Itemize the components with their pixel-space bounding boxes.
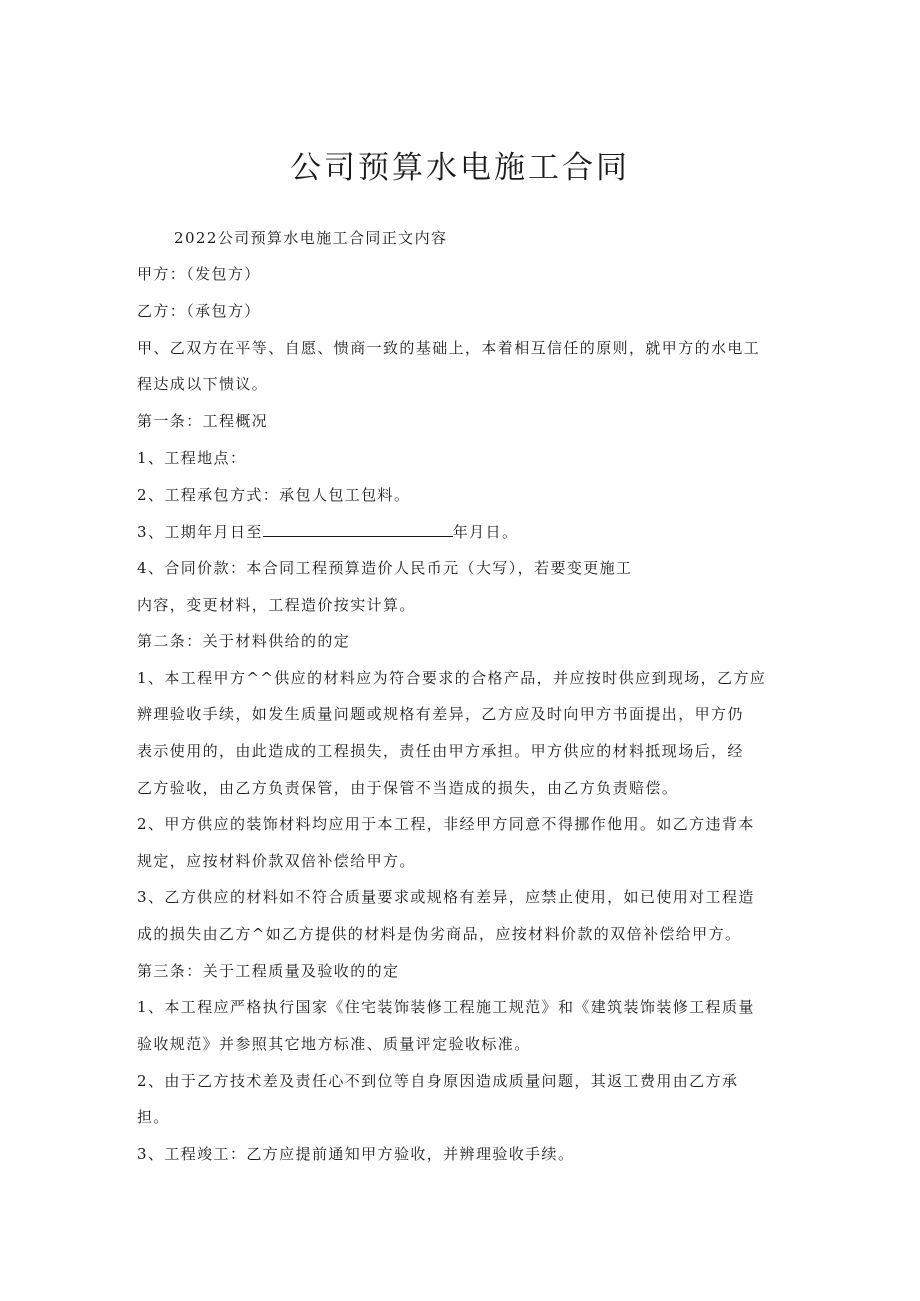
article-2-heading: 第二条：关于材料供给的的定 — [137, 632, 351, 650]
article-1-item-4-line: 4、合同价款：本合同工程预算造价人民币元（大写），若要变更施工 — [137, 559, 633, 577]
article-1-item-3-start: 3、工期年月日至 — [137, 523, 263, 541]
article-3-item-1-line: 1、本工程应严格执行国家《住宅装饰装修工程施工规范》和《建筑装饰装修工程质量 — [137, 998, 755, 1016]
article-1-item-3-end: 年月日。 — [452, 523, 519, 541]
article-2-item-2-line: 规定，应按材料价款双倍补偿给甲方。 — [137, 852, 416, 870]
article-2-item-1-line: 乙方验收，由乙方负责保管，由于保管不当造成的损失，由乙方负责赔偿。 — [137, 779, 679, 797]
article-1-item-4-line: 内容，变更材料，工程造价按实计算。 — [137, 596, 416, 614]
article-2-item-3-line: 3、乙方供应的材料如不符合质量要求或规格有差异，应禁止使用，如已使用对工程造 — [137, 888, 755, 906]
blank-underline — [263, 520, 453, 537]
article-1-item-3 — [137, 520, 518, 543]
article-2-item-1-line: 表示使用的，由此造成的工程损失，责任由甲方承担。甲方供应的材料抵现场后，经 — [137, 742, 744, 760]
article-2-item-1-line: 1、本工程甲方^^供应的材料应为符合要求的合格产品，并应按时供应到现场，乙方应 — [137, 669, 767, 687]
party-b-line: 乙方：（承包方） — [137, 302, 261, 320]
party-a-line: 甲方：（发包方） — [137, 265, 261, 283]
article-1-heading: 第一条：工程概况 — [137, 412, 269, 430]
intro-paragraph-line: 程达成以下愦议。 — [137, 375, 269, 393]
article-3-item-2-line: 2、由于乙方技术差及责任心不到位等自身原因造成质量问题，其返工费用由乙方承 — [137, 1072, 739, 1090]
intro-paragraph-line: 甲、乙双方在平等、自愿、愦商一致的基础上，本着相互信任的原则，就甲方的水电工 — [137, 339, 761, 357]
document-title: 公司预算水电施工合同 — [290, 150, 630, 186]
article-2-item-1-line: 辨理验收手续，如发生质量问题或规格有差异，乙方应及时向甲方书面提出，甲方仍 — [137, 705, 744, 723]
document-subtitle: 2022公司预算水电施工合同正文内容 — [174, 229, 448, 247]
article-2-item-2-line: 2、甲方供应的装饰材料均应用于本工程，非经甲方同意不得挪作他用。如乙方违背本 — [137, 815, 755, 833]
article-3-heading: 第三条：关于工程质量及验收的的定 — [137, 962, 400, 980]
article-1-item-2: 2、工程承包方式：承包人包工包料。 — [137, 486, 411, 504]
article-3-item-3: 3、工程竣工：乙方应提前通知甲方验收，并辨理验收手续。 — [137, 1145, 575, 1163]
article-1-item-1: 1、工程地点： — [137, 449, 247, 467]
article-3-item-2-line: 担。 — [137, 1108, 170, 1126]
article-3-item-1-line: 验收规范》并参照其它地方标准、质量评定验收标准。 — [137, 1035, 531, 1053]
article-2-item-3-line: 成的损失由乙方^如乙方提供的材料是伪劣商品，应按材料价款的双倍补偿给甲方。 — [137, 925, 742, 943]
